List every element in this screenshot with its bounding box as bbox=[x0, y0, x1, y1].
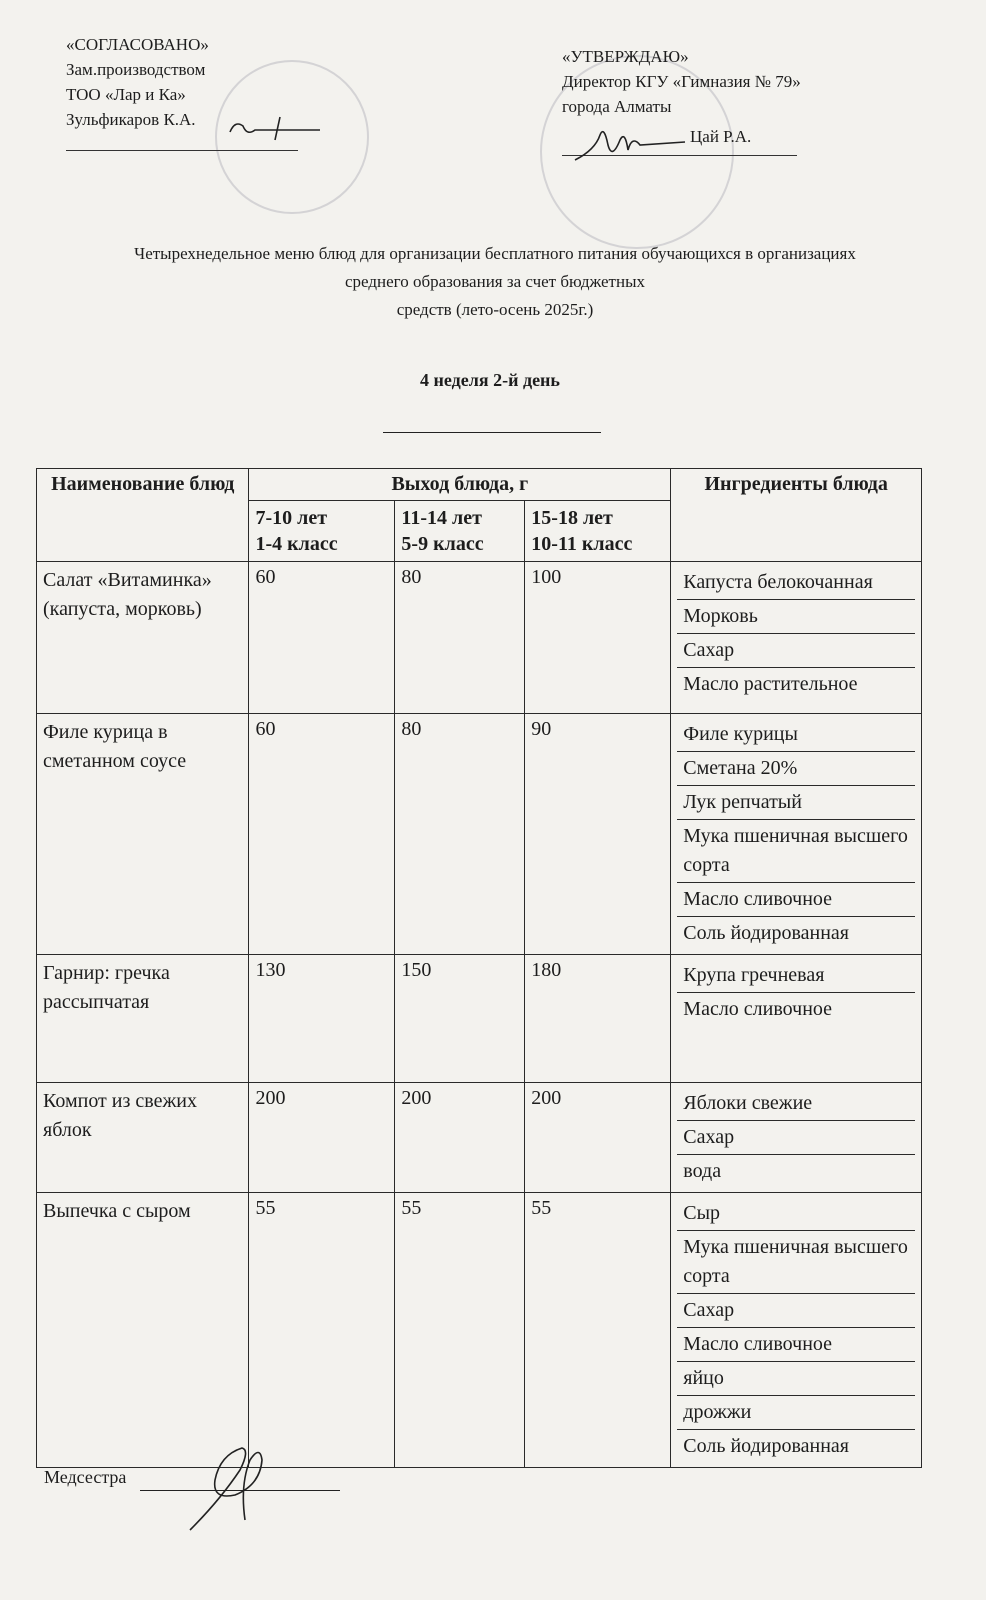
subtitle-underline bbox=[383, 432, 601, 433]
menu-table bbox=[36, 468, 922, 1468]
dish-name: Выпечка с сыром bbox=[37, 1193, 249, 1468]
yield-age-group-2: 200 bbox=[395, 1083, 525, 1193]
ingredient-item: Крупа гречневая bbox=[677, 959, 915, 993]
nurse-signature bbox=[180, 1440, 290, 1540]
document-title-line1: Четырехнедельное меню блюд для организации бесплатного питания обучающихся в организациях bbox=[134, 244, 856, 263]
approval-left-position: Зам.производством bbox=[66, 60, 206, 79]
dish-name: Салат «Витаминка» (капуста, морковь) bbox=[37, 562, 249, 714]
ingredient-item: Масло растительное bbox=[683, 673, 858, 695]
document-title bbox=[60, 240, 930, 324]
ingredient-item: Лук репчатый bbox=[677, 786, 915, 820]
table-row bbox=[37, 1083, 922, 1193]
ingredient-item: вода bbox=[683, 1160, 722, 1182]
dish-name: Гарнир: гречка рассыпчатая bbox=[37, 955, 249, 1083]
yield-age-group-1: 130 bbox=[249, 955, 395, 1083]
ingredients-list bbox=[671, 1083, 922, 1193]
ingredient-item: Филе курицы bbox=[677, 718, 915, 752]
ingredient-item: Морковь bbox=[677, 600, 915, 634]
table-header-row bbox=[37, 469, 922, 501]
approval-left-title: «СОГЛАСОВАНО» bbox=[66, 35, 209, 54]
header-dish: Наименование блюд bbox=[37, 469, 249, 562]
yield-age-group-3: 55 bbox=[525, 1193, 671, 1468]
yield-age-group-3: 100 bbox=[525, 562, 671, 714]
ingredient-item: Масло сливочное bbox=[677, 1328, 915, 1362]
age-group-3-class: 10-11 класс bbox=[531, 533, 633, 555]
document-title-line3: средств (лето-осень 2025г.) bbox=[396, 300, 594, 319]
signature-right bbox=[570, 120, 690, 170]
yield-age-group-1: 60 bbox=[249, 562, 395, 714]
ingredient-item: дрожжи bbox=[677, 1396, 915, 1430]
yield-age-group-1: 55 bbox=[249, 1193, 395, 1468]
header-age-group-1 bbox=[249, 501, 395, 562]
document-title-line2: среднего образования за счет бюджетных bbox=[344, 272, 646, 291]
table-row bbox=[37, 955, 922, 1083]
ingredients-list bbox=[671, 714, 922, 955]
yield-age-group-3: 90 bbox=[525, 714, 671, 955]
approval-left-name: Зульфикаров К.А. bbox=[66, 110, 196, 129]
yield-age-group-1: 60 bbox=[249, 714, 395, 955]
yield-age-group-1: 200 bbox=[249, 1083, 395, 1193]
ingredient-item: Масло сливочное bbox=[677, 883, 915, 917]
approval-right-city: города Алматы bbox=[562, 97, 672, 116]
dish-name: Компот из свежих яблок bbox=[37, 1083, 249, 1193]
ingredient-item: Яблоки свежие bbox=[677, 1087, 915, 1121]
header-yield: Выход блюда, г bbox=[249, 469, 671, 501]
header-ingredients: Ингредиенты блюда bbox=[671, 469, 922, 562]
ingredients-list bbox=[671, 562, 922, 714]
header-age-group-3 bbox=[525, 501, 671, 562]
age-group-3-age: 15-18 лет bbox=[531, 507, 613, 529]
yield-age-group-2: 80 bbox=[395, 562, 525, 714]
yield-age-group-2: 80 bbox=[395, 714, 525, 955]
ingredient-item: Масло сливочное bbox=[683, 998, 833, 1020]
table-row bbox=[37, 562, 922, 714]
ingredient-item: Сахар bbox=[677, 1121, 915, 1155]
header-age-group-2 bbox=[395, 501, 525, 562]
ingredient-item: Мука пшеничная высшего сорта bbox=[677, 1231, 915, 1294]
ingredient-item: Сыр bbox=[677, 1197, 915, 1231]
table-row bbox=[37, 714, 922, 955]
approval-right-position: Директор КГУ «Гимназия № 79» bbox=[562, 72, 801, 91]
ingredient-item: Сахар bbox=[677, 1294, 915, 1328]
ingredients-list bbox=[671, 1193, 922, 1468]
signature-left bbox=[225, 112, 325, 142]
dish-name: Филе курица в сметанном соусе bbox=[37, 714, 249, 955]
ingredient-item: яйцо bbox=[677, 1362, 915, 1396]
ingredient-item: Соль йодированная bbox=[683, 1435, 850, 1457]
ingredient-item: Мука пшеничная высшего сорта bbox=[677, 820, 915, 883]
approval-left-company: ТОО «Лар и Ка» bbox=[66, 85, 186, 104]
age-group-1-class: 1-4 класс bbox=[255, 533, 338, 555]
menu-day-subtitle: 4 неделя 2-й день bbox=[420, 370, 560, 390]
nurse-label: Медсестра bbox=[44, 1467, 127, 1487]
approval-right-name: Цай Р.А. bbox=[690, 127, 752, 146]
yield-age-group-3: 180 bbox=[525, 955, 671, 1083]
yield-age-group-2: 55 bbox=[395, 1193, 525, 1468]
approval-right-title: «УТВЕРЖДАЮ» bbox=[562, 47, 689, 66]
age-group-2-class: 5-9 класс bbox=[401, 533, 484, 555]
age-group-2-age: 11-14 лет bbox=[401, 507, 482, 529]
ingredient-item: Соль йодированная bbox=[683, 922, 850, 944]
ingredient-item: Сахар bbox=[677, 634, 915, 668]
yield-age-group-2: 150 bbox=[395, 955, 525, 1083]
ingredient-item: Сметана 20% bbox=[677, 752, 915, 786]
ingredients-list bbox=[671, 955, 922, 1083]
table-row bbox=[37, 1193, 922, 1468]
age-group-1-age: 7-10 лет bbox=[255, 507, 328, 529]
ingredient-item: Капуста белокочанная bbox=[677, 566, 915, 600]
yield-age-group-3: 200 bbox=[525, 1083, 671, 1193]
